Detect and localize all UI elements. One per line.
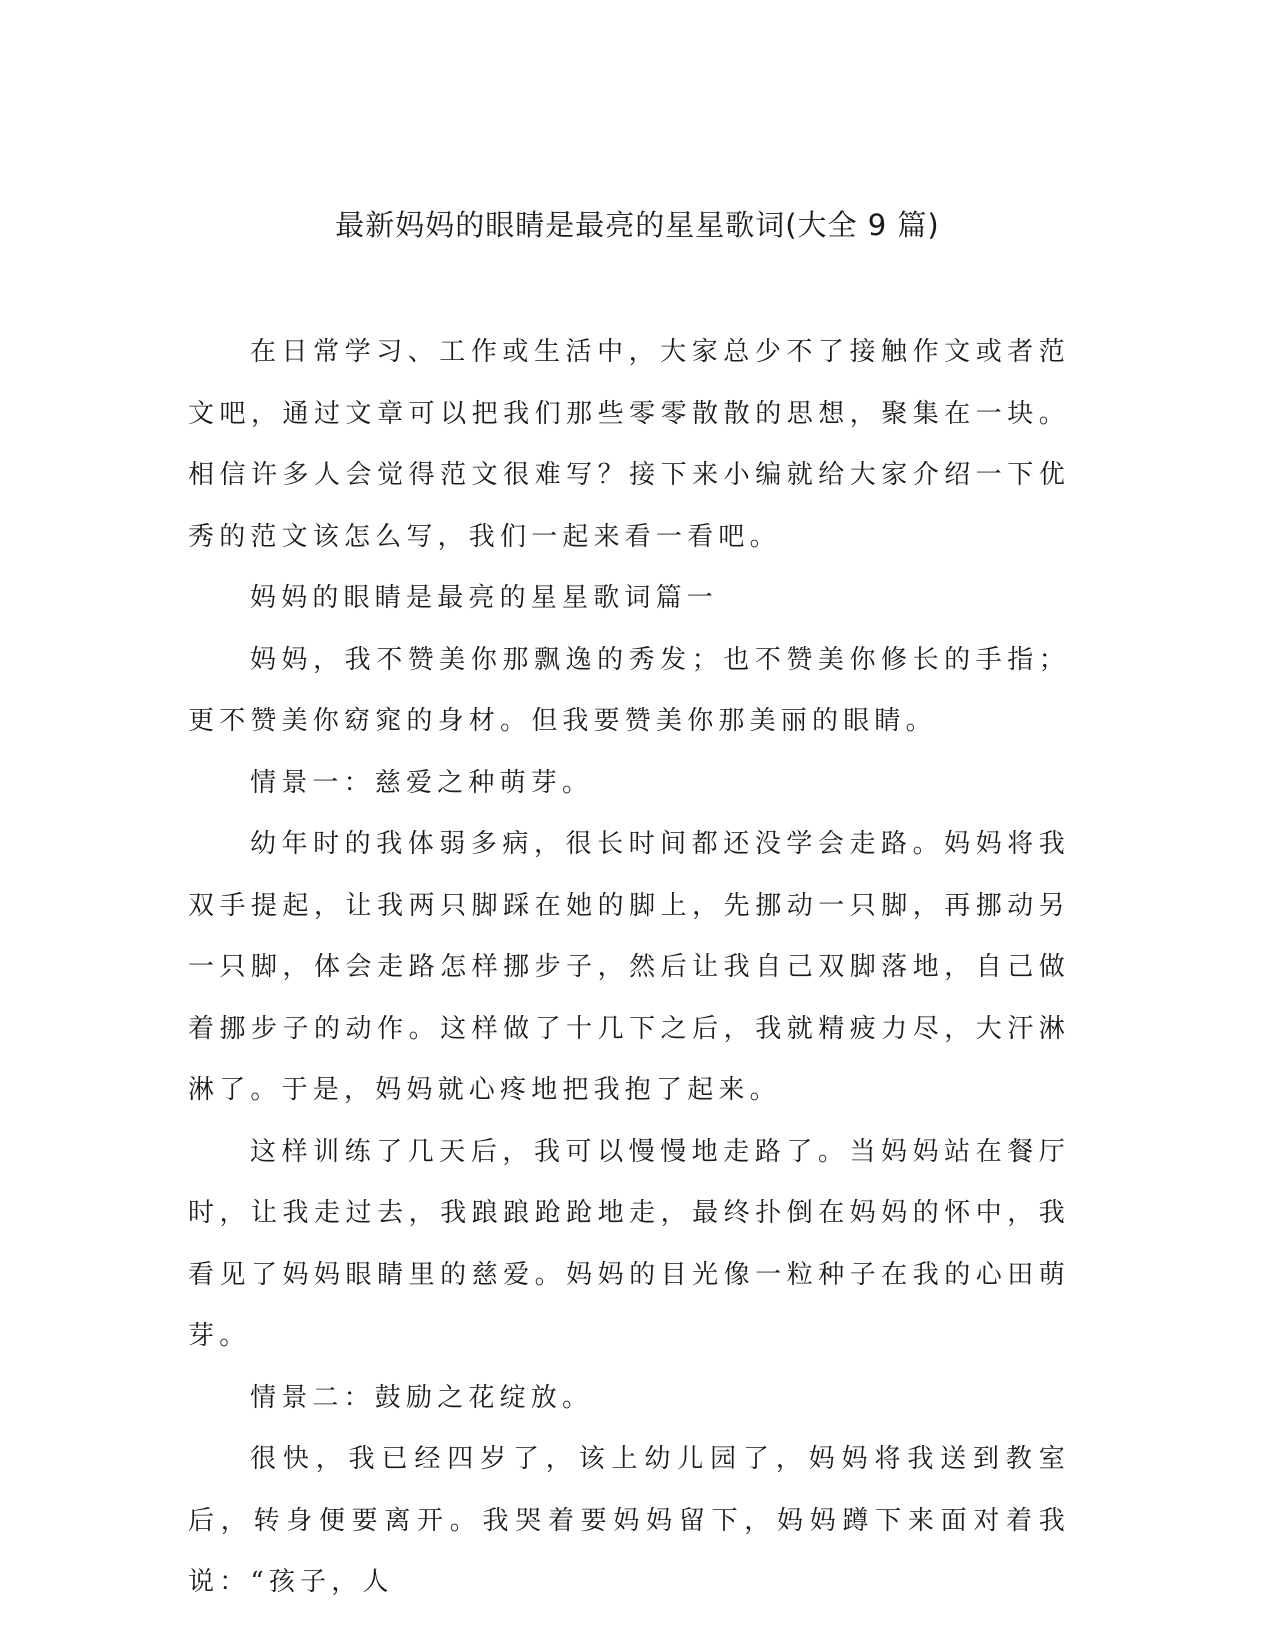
body-paragraph: 很快，我已经四岁了，该上幼儿园了，妈妈将我送到教室后，转身便要离开。我哭着要妈妈留下，妈妈蹲下来面对着我说：“孩子，人: [188, 1444, 1070, 1597]
document-body: [188, 322, 1070, 1614]
body-paragraph: 妈妈，我不赞美你那飘逸的秀发；也不赞美你修长的手指；更不赞美你窈窕的身材。但我要赞美你那美丽的眼睛。: [188, 644, 1070, 736]
document-title: 最新妈妈的眼睛是最亮的星星歌词(大全 9 篇): [335, 208, 940, 242]
intro-paragraph: 在日常学习、工作或生活中，大家总少不了接触作文或者范文吧，通过文章可以把我们那些零零散散的思想，聚集在一块。相信许多人会觉得范文很难写？接下来小编就给大家介绍一下优秀的范文该怎么写，我们一起来看一看吧。: [188, 337, 1070, 552]
scene-heading-2: 情景二：鼓励之花绽放。: [250, 1382, 594, 1413]
scene-heading-1: 情景一：慈爱之种萌芽。: [250, 767, 594, 798]
section-heading-1: 妈妈的眼睛是最亮的星星歌词篇一: [250, 583, 719, 613]
body-paragraph: 幼年时的我体弱多病，很长时间都还没学会走路。妈妈将我双手提起，让我两只脚踩在她的脚上，先挪动一只脚，再挪动另一只脚，体会走路怎样挪步子，然后让我自己双脚落地，自己做着挪步子的动作。这样做了十几下之后，我就精疲力尽，大汗淋淋了。于是，妈妈就心疼地把我抱了起来。: [188, 829, 1070, 1105]
body-paragraph: 这样训练了几天后，我可以慢慢地走路了。当妈妈站在餐厅时，让我走过去，我踉踉跄跄地走，最终扑倒在妈妈的怀中，我看见了妈妈眼睛里的慈爱。妈妈的目光像一粒种子在我的心田萌芽。: [188, 1136, 1070, 1351]
